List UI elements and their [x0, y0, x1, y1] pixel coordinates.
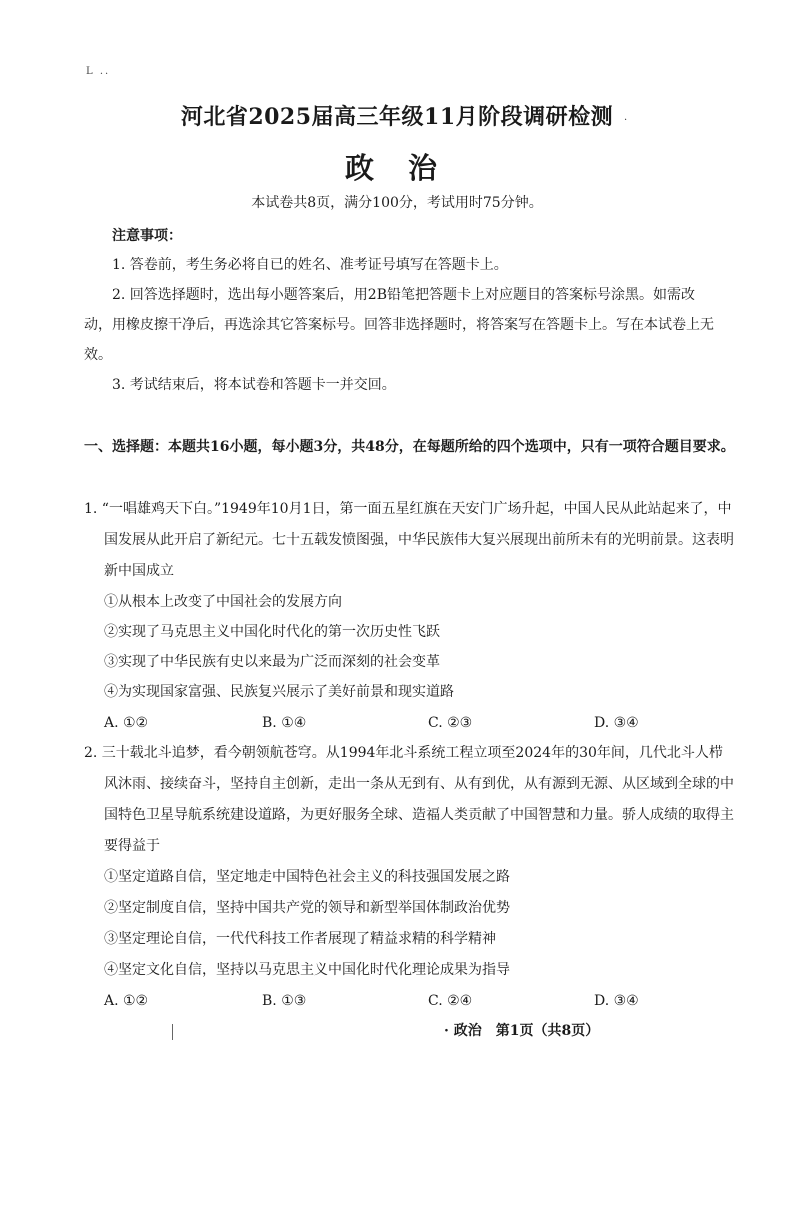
question-statement: ④坚定文化自信，坚持以马克思主义中国化时代化理论成果为指导 [104, 962, 510, 978]
exam-title: 河北省2025届高三年级11月阶段调研检测 [180, 104, 614, 130]
footer-divider [172, 1024, 173, 1040]
section-title: 一、选择题：本题共16小题，每小题3分，共48分，在每题所给的四个选项中，只有一项符合题目要求。 [84, 439, 735, 455]
answer-choice: D. ③④ [594, 993, 639, 1009]
question-statement: ①从根本上改变了中国社会的发展方向 [104, 594, 342, 610]
question-statement: ②实现了马克思主义中国化时代化的第一次历史性飞跃 [104, 624, 440, 640]
question-statement: ③实现了中华民族有史以来最为广泛而深刻的社会变革 [104, 654, 440, 670]
answer-choice: C. ②③ [428, 715, 473, 731]
question-stem: 2. 三十载北斗追梦，看今朝领航苍穹。从1994年北斗系统工程立项至2024年的30年间，几代北斗人栉风沐雨、接续奋斗，坚持自主创新，走出一条从无到有、从有到优，从有源到无源、从区域到全球的中国特色卫星导航系统建设道路，为更好服务全球、造福人类贡献了中国智慧和力量。骄人成绩的取得主要得益于 [84, 745, 734, 854]
question-statement: ②坚定制度自信，坚持中国共产党的领导和新型举国体制政治优势 [104, 900, 510, 916]
exam-title-line [0, 100, 794, 131]
answer-choice: A. ①② [104, 715, 149, 731]
question-statement: ③坚定理论自信，一代代科技工作者展现了精益求精的科学精神 [104, 931, 496, 947]
exam-info: 本试卷共8页，满分100分，考试用时75分钟。 [251, 195, 543, 211]
notice-item: 3. 考试结束后，将本试卷和答题卡一并交回。 [112, 377, 396, 393]
subject-title: 政 治 [344, 151, 450, 185]
notice-item: 1. 答卷前，考生务必将自已的姓名、准考证号填写在答题卡上。 [112, 257, 508, 273]
answer-choice: D. ③④ [594, 715, 639, 731]
question-stem: 1. “一唱雄鸡天下白。”1949年10月1日，第一面五星红旗在天安门广场升起，中国人民从此站起来了，中国发展从此开启了新纪元。七十五载发愤图强，中华民族伟大复兴展现出前所未有的光明前景。这表明新中国成立 [84, 501, 734, 579]
answer-choice: B. ①③ [262, 993, 307, 1009]
notice-heading: 注意事项： [112, 228, 182, 244]
page-footer: · 政治 第1页（共8页） [444, 1023, 600, 1039]
answer-choice: A. ①② [104, 993, 149, 1009]
question-statement: ①坚定道路自信，坚定地走中国特色社会主义的科技强国发展之路 [104, 869, 510, 885]
answer-choice: B. ①④ [262, 715, 307, 731]
notice-item: 2. 回答选择题时，选出每小题答案后，用2B铅笔把答题卡上对应题目的答案标号涂黑。如需改动，用橡皮擦干净后，再选涂其它答案标号。回答非选择题时，将答案写在答题卡上。写在本试卷上无效。 [84, 287, 714, 363]
corner-mark: L .. [86, 66, 111, 77]
answer-choice: C. ②④ [428, 993, 473, 1009]
question-statement: ④为实现国家富强、民族复兴展示了美好前景和现实道路 [104, 684, 454, 700]
scan-dot: . [624, 112, 628, 123]
